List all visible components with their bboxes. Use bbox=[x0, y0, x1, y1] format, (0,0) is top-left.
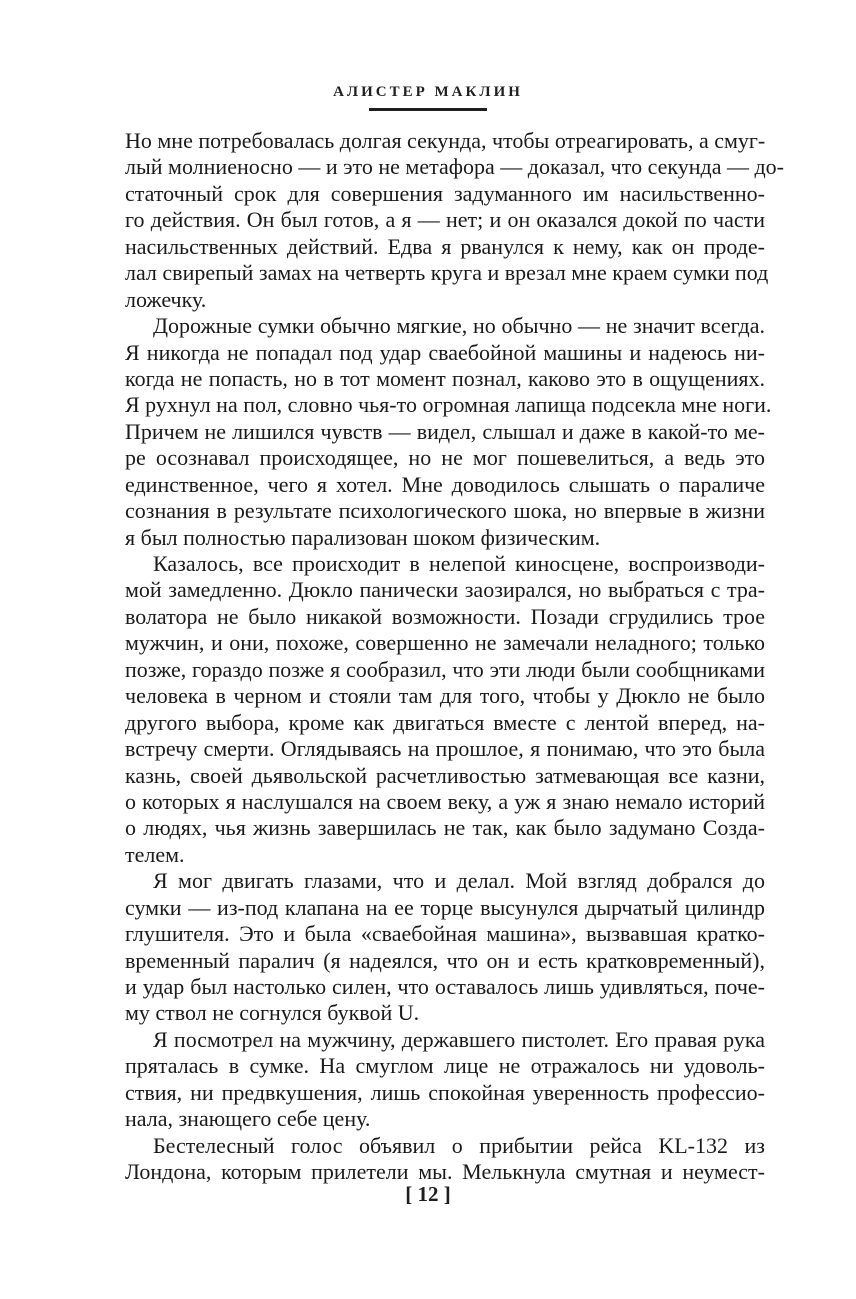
text-line: временный паралич (я надеялся, что он и есть кратковременный), bbox=[125, 947, 765, 973]
text-line: лый молниеносно — и это не метафора — доказал, что секунда — до- bbox=[125, 154, 785, 180]
running-header bbox=[0, 84, 856, 111]
text-line: му ствол не согнулся буквой U. bbox=[125, 1000, 420, 1026]
text-line: пряталась в сумке. На смуглом лице не отражалось ни удоволь- bbox=[125, 1053, 765, 1079]
body-text bbox=[125, 128, 785, 1186]
text-line: человека в черном и стояли там для того, чтобы у Дюкло не было bbox=[125, 683, 765, 709]
text-line: ствия, ни предвкушения, лишь спокойная уверенность профессио- bbox=[125, 1079, 765, 1105]
text-line: нала, знающего себе цену. bbox=[125, 1106, 371, 1132]
text-line: Лондона, которым прилетели мы. Мелькнула смутная и неумест- bbox=[125, 1159, 765, 1185]
text-line: когда не попасть, но в тот момент познал, каково это в ощущениях. bbox=[125, 365, 765, 391]
text-line: единственное, чего я хотел. Мне доводилось слышать о параличе bbox=[125, 471, 765, 497]
text-line: Казалось, все происходит в нелепой киносцене, воспроизводи- bbox=[153, 551, 765, 576]
text-line: Я рухнул на пол, словно чья-то огромная лапища подсекла мне ноги. bbox=[125, 392, 772, 418]
text-line: Я мог двигать глазами, что и делал. Мой взгляд добрался до bbox=[153, 868, 765, 894]
text-line: Я никогда не попадал под удар сваебойной машины и надеюсь ни- bbox=[125, 339, 765, 365]
text-line: ре осознавал происходящее, но не мог пошевелиться, а ведь это bbox=[125, 445, 765, 471]
text-line: насильственных действий. Едва я рванулся к нему, как он проде- bbox=[125, 233, 765, 259]
text-line: телем. bbox=[125, 841, 185, 867]
text-line: сознания в результате психологического шока, но впервые в жизни bbox=[125, 498, 765, 524]
text-line: глушителя. Это и была «сваебойная машина», вызвавшая кратко- bbox=[125, 921, 765, 947]
text-line: казнь, своей дьявольской расчетливостью затмевающая все казни, bbox=[125, 762, 765, 788]
header-rule bbox=[369, 108, 487, 111]
text-line: Бестелесный голос объявил о прибытии рейса KL-132 из bbox=[153, 1132, 765, 1158]
running-header-title: АЛИСТЕР МАКЛИН bbox=[333, 84, 523, 100]
text-line: ложечку. bbox=[125, 286, 207, 312]
text-line: о людях, чья жизнь завершилась не так, как было задумано Созда- bbox=[125, 815, 765, 841]
text-line: мужчин, и они, похоже, совершенно не замечали неладного; только bbox=[125, 630, 765, 656]
text-line: и удар был настолько силен, что оставалось лишь удивляться, поче- bbox=[125, 974, 765, 999]
text-line: Я посмотрел на мужчину, державшего пистолет. Его правая рука bbox=[153, 1026, 765, 1052]
text-line: Но мне потребовалась долгая секунда, чтобы отреагировать, а смуг- bbox=[125, 128, 766, 153]
text-line: мой замедленно. Дюкло панически заозирался, но выбраться с тра- bbox=[125, 577, 765, 603]
text-line: волатора не было никакой возможности. Позади сгрудились трое bbox=[125, 603, 765, 629]
text-line: лал свирепый замах на четверть круга и врезал мне краем сумки под bbox=[125, 260, 769, 286]
text-line: статочный срок для совершения задуманного им насильственно- bbox=[125, 180, 765, 206]
text-line: Причем не лишился чувств — видел, слышал и даже в какой-то ме- bbox=[125, 418, 765, 444]
text-line: го действия. Он был готов, а я — нет; и он оказался докой по части bbox=[125, 207, 765, 233]
text-line: я был полностью парализован шоком физическим. bbox=[125, 524, 601, 550]
text-line: позже, гораздо позже я сообразил, что эти люди были сообщниками bbox=[125, 656, 765, 682]
text-line: Дорожные сумки обычно мягкие, но обычно — не значит всегда. bbox=[153, 313, 765, 339]
page-number: [ 12 ] bbox=[405, 1182, 451, 1206]
text-line: встречу смерти. Оглядываясь на прошлое, я понимаю, что это была bbox=[125, 736, 765, 762]
text-line: о которых я наслушался на своем веку, а уж я знаю немало историй bbox=[125, 788, 765, 814]
text-line: другого выбора, кроме как двигаться вместе с лентой вперед, на- bbox=[125, 709, 765, 735]
text-line: сумки — из-под клапана на ее торце высунулся дырчатый цилиндр bbox=[125, 894, 765, 920]
